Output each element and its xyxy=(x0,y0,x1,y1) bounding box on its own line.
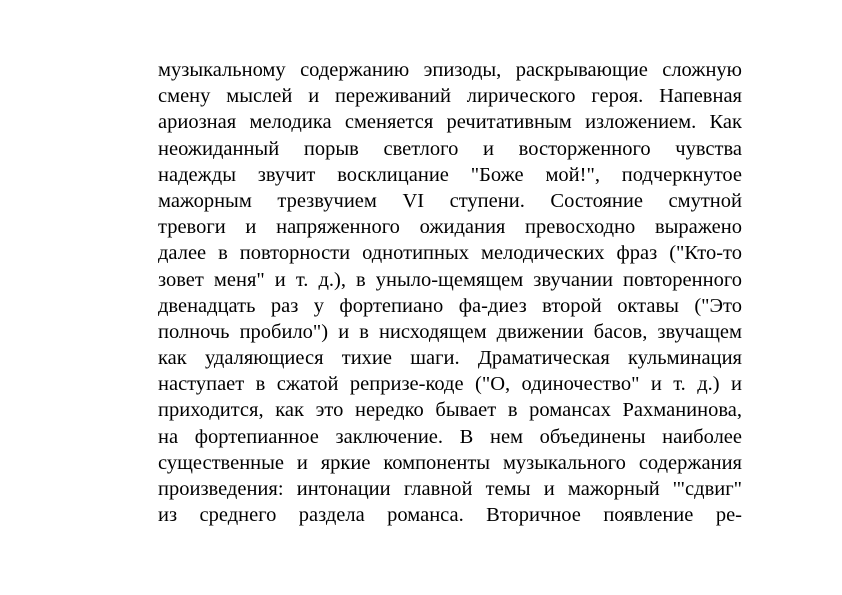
text-line-8: далее в повторности однотипных мелодических фраз ("Кто-то xyxy=(158,242,742,265)
text-line-6: мажорным трезвучием VI ступени. Состояние смутной xyxy=(158,189,742,212)
body-text xyxy=(158,57,742,528)
text-line-9: зовет меня" и т. д.), в уныло-щемящем звучании повторенного xyxy=(158,268,742,291)
text-line-10: двенадцать раз у фортепиано фа-диез второй октавы ("Это xyxy=(158,294,742,317)
text-line-5: надежды звучит восклицание "Боже мой!", подчеркнутое xyxy=(158,163,742,186)
text-line-7: тревоги и напряженного ожидания превосходно выражено xyxy=(158,216,742,239)
text-line-12: как удаляющиеся тихие шаги. Драматическая кульминация xyxy=(158,347,742,370)
text-line-4: неожиданный порыв светлого и восторженного чувства xyxy=(158,137,742,160)
text-line-11: полночь пробило") и в нисходящем движении басов, звучащем xyxy=(158,320,742,343)
text-line-14: приходится, как это нередко бывает в романсах Рахманинова, xyxy=(158,399,742,422)
text-line-2: смену мыслей и переживаний лирического героя. Напевная xyxy=(158,85,742,108)
text-line-15: на фортепианное заключение. В нем объединены наиболее xyxy=(158,425,742,448)
text-line-13: наступает в сжатой репризе-коде ("О, одиночество" и т. д.) и xyxy=(158,373,742,396)
text-line-3: ариозная мелодика сменяется речитативным изложением. Как xyxy=(158,111,742,134)
text-line-16: существенные и яркие компоненты музыкального содержания xyxy=(158,451,742,474)
text-line-1: музыкальному содержанию эпизоды, раскрывающие сложную xyxy=(158,59,742,81)
text-line-18: из среднего раздела романса. Вторичное появление ре- xyxy=(158,504,742,527)
text-line-17: произведения: интонации главной темы и мажорный '"сдвиг" xyxy=(158,478,742,500)
